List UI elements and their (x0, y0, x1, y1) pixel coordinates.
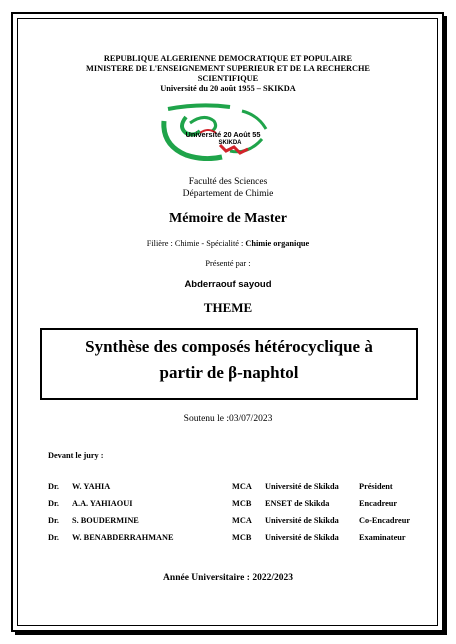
jury-label: Devant le jury : (48, 451, 104, 460)
faculty-label: Faculté des Sciences (188, 177, 268, 187)
jury-name: W. BENABDERRAHMANE (72, 533, 174, 542)
theme-title-line-1: Synthèse des composés hétérocyclique à (85, 337, 373, 356)
university-heading: Université du 20 août 1955 – SKIKDA (160, 84, 296, 93)
jury-role: Co-Encadreur (359, 516, 411, 525)
jury-grade: MCA (232, 482, 252, 491)
jury-row (0, 516, 456, 528)
jury-title: Dr. (48, 516, 59, 525)
jury-institution: ENSET de Skikda (265, 499, 330, 508)
presente-par-label: Présenté par : (205, 259, 251, 268)
jury-name: S. BOUDERMINE (72, 516, 139, 525)
jury-title: Dr. (48, 482, 59, 491)
jury-title: Dr. (48, 499, 59, 508)
jury-row (0, 499, 456, 511)
jury-institution: Université de Skikda (265, 516, 339, 525)
theme-title-line-2: partir de β-naphtol (159, 363, 299, 382)
logo-text-city: SKIKDA (218, 140, 242, 146)
republic-heading: REPUBLIQUE ALGERIENNE DEMOCRATIQUE ET POPULAIRE (103, 54, 353, 63)
university-logo (160, 103, 272, 161)
theme-title (42, 334, 416, 386)
jury-grade: MCB (232, 499, 252, 508)
ministry-heading: MINISTERE DE L'ENSEIGNEMENT SUPERIEUR ET DE LA RECHERCHE (86, 64, 370, 73)
filiere-prefix: Filière : Chimie - Spécialité : (146, 239, 246, 248)
memoire-title: Mémoire de Master (169, 211, 287, 226)
department-label: Département de Chimie (182, 189, 274, 199)
jury-institution: Université de Skikda (265, 482, 339, 491)
jury-institution: Université de Skikda (265, 533, 339, 542)
academic-year: Année Universitaire : 2022/2023 (163, 573, 293, 583)
jury-name: A.A. YAHIAOUI (72, 499, 133, 508)
jury-row (0, 533, 456, 545)
author-name: Abderraouf sayoud (184, 279, 272, 290)
theme-label: THEME (203, 300, 253, 315)
jury-grade: MCB (232, 533, 252, 542)
soutenu-date: Soutenu le :03/07/2023 (183, 414, 273, 424)
jury-title: Dr. (48, 533, 59, 542)
ministry-heading-continued: SCIENTIFIQUE (197, 74, 259, 83)
jury-role: Encadreur (359, 499, 398, 508)
jury-row (0, 482, 456, 494)
logo-text-university: Université 20 Août 55 (185, 130, 261, 139)
jury-name: W. YAHIA (72, 482, 111, 491)
page-border-shadow-bottom (15, 632, 447, 635)
jury-role: Président (359, 482, 393, 491)
speciality-value: Chimie organique (245, 239, 310, 248)
jury-grade: MCA (232, 516, 252, 525)
filiere-line (30, 239, 426, 248)
jury-role: Examinateur (359, 533, 406, 542)
